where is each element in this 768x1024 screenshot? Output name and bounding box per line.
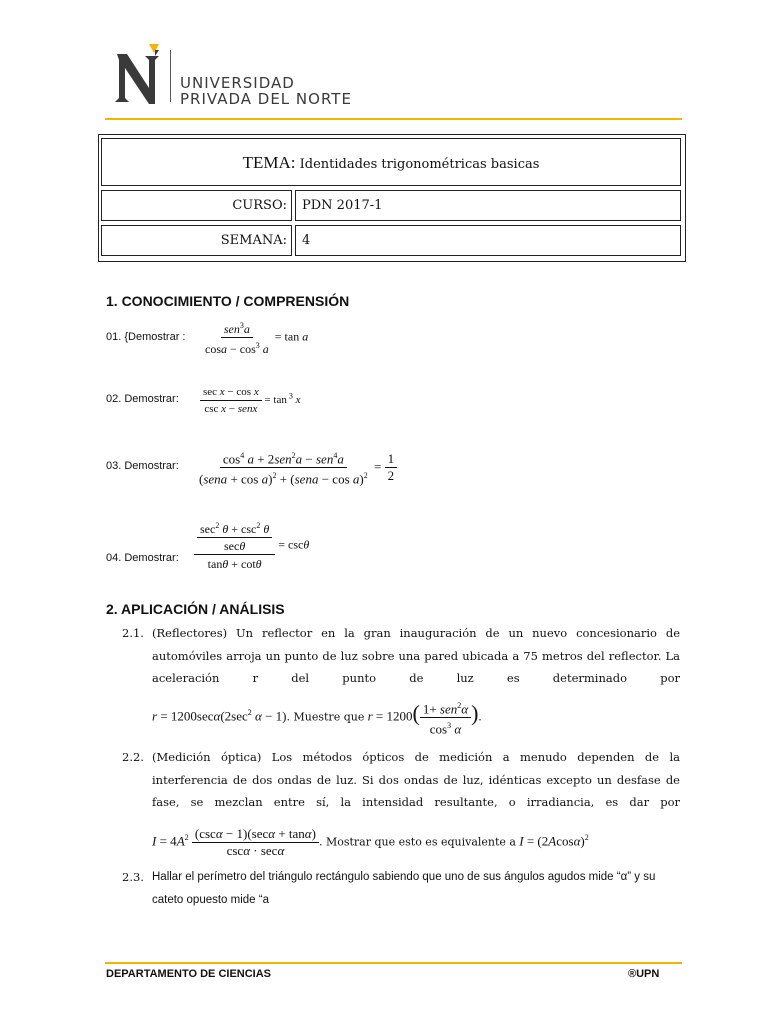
exercise-03-formula: $\frac{\cos^4 a + 2sen^2a - sen^4a}{(sena + \cos a)^2 + (sena - \cos a)^2}$ = $\frac{1}{2}$ [196, 448, 397, 488]
exercise-03-label: 03. Demostrar: [106, 460, 179, 472]
footer-department: DEPARTAMENTO DE CIENCIAS [106, 968, 272, 980]
problem-2-3-number: 2.3. [122, 870, 144, 884]
university-logo-icon [113, 40, 165, 108]
tema-cell [101, 138, 681, 186]
semana-label: SEMANA: [220, 233, 287, 248]
footer-brand: ®UPN [628, 968, 660, 980]
university-name-line1: UNIVERSIDAD [180, 74, 295, 92]
curso-label-cell [101, 190, 292, 221]
university-name-line2: PRIVADA DEL NORTE [180, 90, 352, 108]
problem-2-1-formula: $r = 1200\sec\alpha(2\sec^2$ α − 1). Muestre que r = 1200( $\frac{1+ sen^2\alpha}{\cos^3 \alpha}$ ). [152, 693, 682, 737]
problem-2-1-number: 2.1. [122, 626, 144, 640]
curso-value: PDN 2017-1 [302, 198, 383, 213]
exercise-01-formula: $\frac{sen^3a}{\cos a - \cos^3 a}$ = tan a [202, 318, 308, 357]
problem-2-2-mid: . Mostrar que esto es equivalente a [318, 835, 516, 849]
header-rule [105, 118, 682, 120]
info-table [98, 134, 686, 262]
curso-value-cell [295, 190, 681, 221]
section1-title: 1. CONOCIMIENTO / COMPRENSIÓN [106, 293, 350, 309]
curso-label: CURSO: [232, 198, 287, 213]
problem-2-2-text: (Medición óptica) Los métodos ópticos de medición a menudo dependen de la interferencia de dos ondas de luz. Si dos ondas de luz, idénticas excepto un desfase de fase, se mezclan entre sí, la intensidad resultante, o irradiancia, es dar por [152, 750, 680, 809]
tema-label: TEMA: [242, 153, 296, 172]
semana-value-cell [295, 225, 681, 256]
logo-divider [170, 50, 171, 102]
university-name [180, 75, 352, 107]
section2-title: 2. APLICACIÓN / ANÁLISIS [106, 601, 285, 617]
problem-2-2-formula: $I = 4A^2$ $\frac{(\csc\alpha - 1)(\sec\alpha + \tan\alpha)}{\csc\alpha \cdot \sec\alpha}$ . Mostrar que esto es equivalente a $I = (2Acos\alpha)^2$ [152, 825, 589, 858]
problem-2-2-number: 2.2. [122, 750, 144, 764]
problem-2-1-mid: . Muestre que [286, 710, 365, 724]
exercise-02-label: 02. Demostrar: [106, 393, 179, 405]
semana-value: 4 [302, 233, 311, 248]
tema-value: Identidades trigonométricas basicas [299, 157, 540, 172]
exercise-04-formula: $\frac{\frac{\sec^2 \theta + \csc^2 \theta}{\sec\theta}}{\tan\theta + \cot\theta}$ = cscθ [194, 518, 309, 573]
problem-2-1-text: (Reflectores) Un reflector en la gran inauguración de un nuevo concesionario de automóviles arroja un punto de luz sobre una pared ubicada a 75 metros del reflector. La aceleración r del punto de luz es determinado por [152, 626, 680, 685]
exercise-01-label: 01. {Demostrar : [106, 331, 186, 343]
semana-label-cell [101, 225, 292, 256]
exercise-04-label: 04. Demostrar: [106, 552, 179, 564]
footer-rule [105, 962, 682, 964]
exercise-02-formula: $\frac{\text{sec x − cos x}}{\text{csc x − senx}}$ = tan $^3$ x [200, 384, 301, 417]
problem-2-3-text: Hallar el perímetro del triángulo rectángulo sabiendo que uno de sus ángulos agudos mide “α” y su cateto opuesto mide “a [152, 871, 656, 906]
